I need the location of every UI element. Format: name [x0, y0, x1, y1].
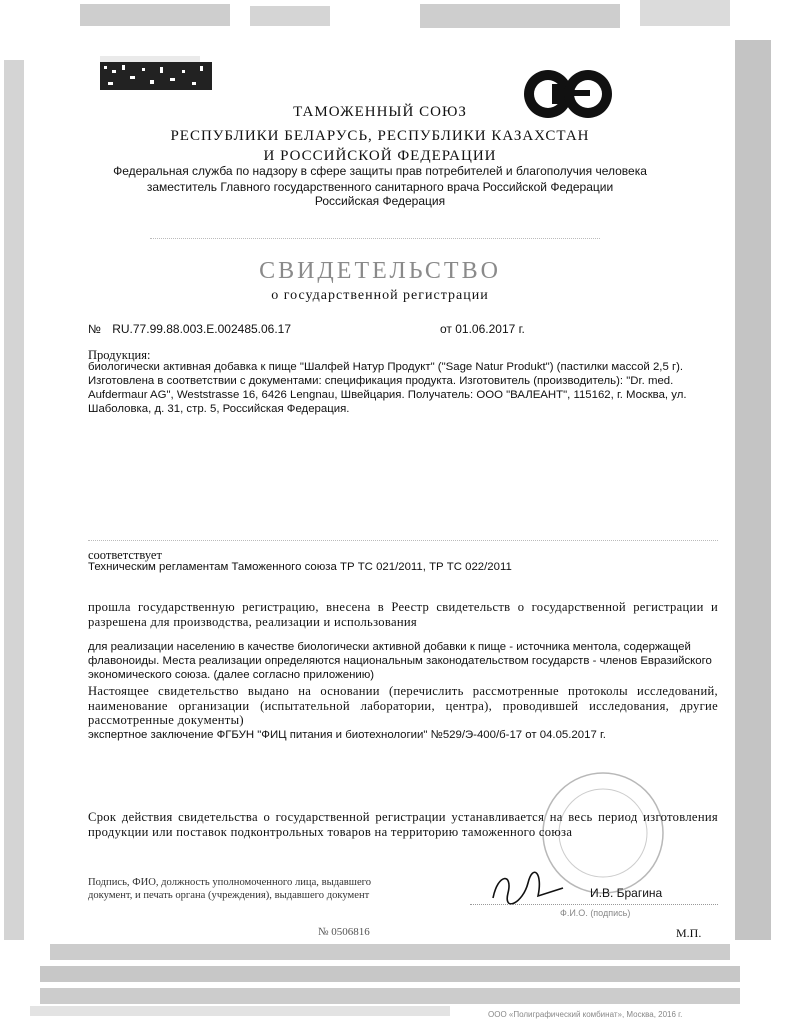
agency-line3: Российская Федерация — [314, 194, 446, 208]
signatory-name: И.В. Брагина — [590, 886, 663, 900]
document-title: СВИДЕТЕЛЬСТВО — [259, 258, 501, 284]
signature-line — [470, 904, 718, 905]
signature-caption: Подпись, ФИО, должность уполномоченного лица, выдавшего документ, и печать органа (учреждения), выдавшего документ — [88, 877, 372, 901]
conformity-label: соответствует — [88, 548, 162, 562]
header-line3: И РОССИЙСКОЙ ФЕДЕРАЦИИ — [263, 148, 497, 164]
basis-intro: Настоящее свидетельство выдано на основании (перечислить рассмотренные протоколы исследований, наименование организации (испытательной лаборатории, центра), проводившей исследования, другие рассмотренные документы) — [88, 684, 718, 727]
document-subtitle: о государственной регистрации — [271, 288, 489, 303]
conformity-text: Техническим регламентам Таможенного союза ТР ТС 021/2011, ТР ТС 022/2011 — [88, 561, 512, 573]
validity-text: Срок действия свидетельства о государственной регистрации устанавливается на весь период изготовления продукции или поставок подконтрольных товаров на территорию таможенного союза — [88, 810, 718, 839]
basis-text: экспертное заключение ФГБУН "ФИЦ питания и биотехнологии" №529/Э-400/б-17 от 04.05.2017 г. — [88, 729, 606, 741]
agency-line1: Федеральная служба по надзору в сфере защиты прав потребителей и благополучия человека — [113, 164, 647, 178]
registration-text: для реализации населению в качестве биологически активной добавки к пище - источника ментола, содержащей флавоноиды. Места реализации определяются национальным законодательством государств - членов Евразийского экономического союза. (далее согласно приложению) — [88, 641, 712, 681]
hologram-barcode — [100, 62, 212, 90]
right-border-noise — [725, 0, 791, 1024]
handwritten-signature-icon — [488, 868, 568, 908]
cert-date: от 01.06.2017 г. — [440, 322, 525, 336]
header-line2: РЕСПУБЛИКИ БЕЛАРУСЬ, РЕСПУБЛИКИ КАЗАХСТАН — [170, 128, 590, 144]
conformity-divider — [88, 540, 718, 541]
product-label: Продукция: — [88, 348, 151, 362]
cert-number: RU.77.99.88.003.Е.002485.06.17 — [112, 322, 292, 336]
registration-intro: прошла государственную регистрацию, внесена в Реестр свидетельств о государственной регистрации и разрешена для производства, реализации и использования — [88, 600, 718, 629]
faded-divider — [150, 238, 600, 239]
header-line1: ТАМОЖЕННЫЙ СОЮЗ — [293, 104, 467, 120]
stamp-place: М.П. — [676, 926, 702, 940]
cert-number-row — [88, 322, 291, 336]
top-copy-noise — [0, 0, 791, 70]
printer-footer: ООО «Полиграфический комбинат», Москва, 2016 г. — [488, 1010, 683, 1019]
signature-under-caption: Ф.И.О. (подпись) — [560, 908, 631, 918]
product-text: биологически активная добавка к пище "Шалфей Натур Продукт" ("Sage Natur Produkt") (пастилки массой 2,5 г). Изготовлена в соответствии с документами: спецификация продукта. Изготовитель (производитель): "Dr. med. Aufdermaur AG", Weststrasse 16, 6426 Lengnau, Швейцария. Получатель: ООО "ВАЛЕАНТ", 115162, г. Москва, ул. Шаболовка, д. 31, стр. 5, Российская Федерация. — [88, 361, 687, 415]
form-number: № 0506816 — [318, 926, 370, 938]
number-label: № — [88, 322, 101, 336]
agency-line2: заместитель Главного государственного санитарного врача Российской Федерации — [146, 180, 614, 194]
left-border-noise — [0, 0, 48, 1024]
